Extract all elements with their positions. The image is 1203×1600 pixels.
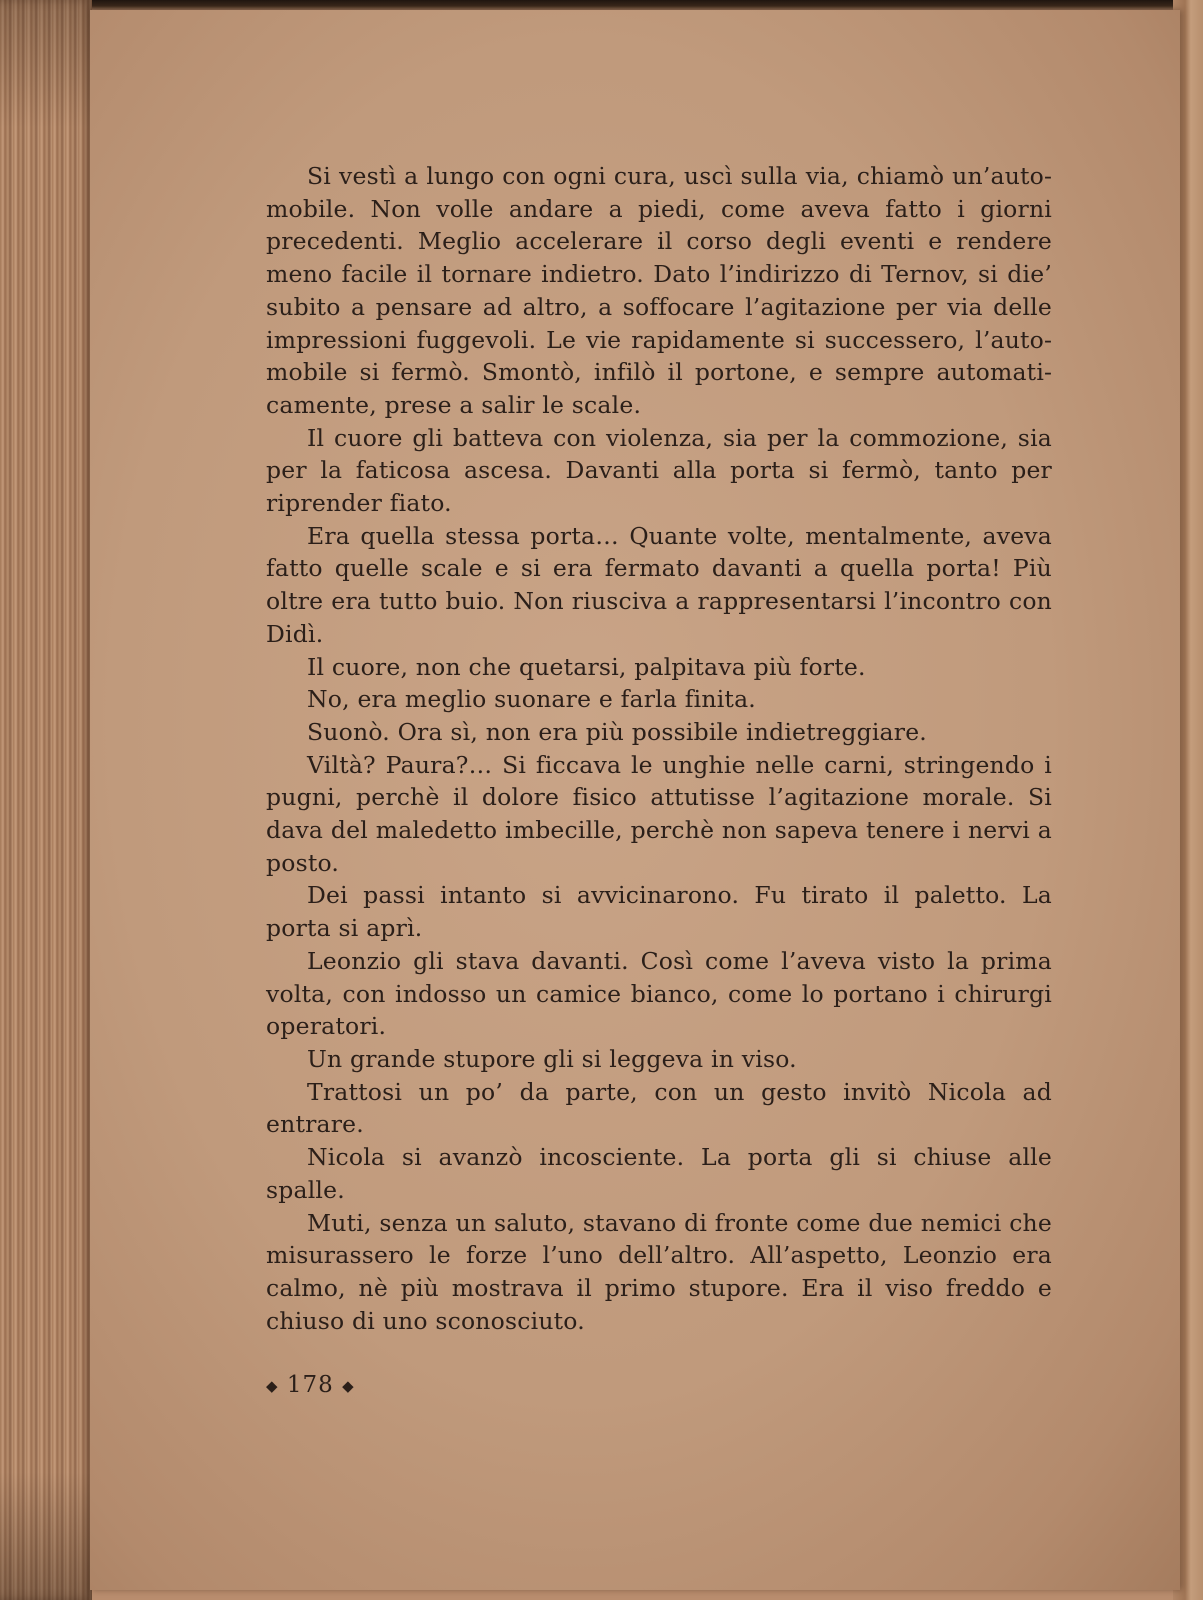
page-number: 178 [286,1372,334,1398]
page-number-footer [266,1372,355,1398]
diamond-ornament-icon: ◆ [266,1377,279,1395]
stacked-page-edges [0,0,92,1600]
paragraph: Il cuore, non che quetarsi, palpitava più forte. [307,652,866,681]
paragraph: Leonzio gli stava davanti. Così come l’aveva visto la prima volta, con indosso un camice bianco, come lo portano i chirurgi operatori. [266,946,1052,1041]
diamond-ornament-icon: ◆ [342,1377,355,1395]
paragraph: No, era meglio suonare e farla finita. [307,685,756,714]
body-text [266,160,1052,1337]
paragraph: Dei passi intanto si avvicinarono. Fu tirato il paletto. La porta si aprì. [266,881,1052,943]
paragraph: Era quella stessa porta… Quante volte, mentalmente, aveva fatto quelle scale e si era fermato davanti a quella porta! Più oltre era tutto buio. Non riusciva a rappresentarsi l’incontro con Didì. [266,521,1052,648]
paragraph: Si vestì a lungo con ogni cura, uscì sulla via, chiamò un’automobile. Non volle andare a piedi, come aveva fatto i giorni precedenti. Meglio accelerare il corso degli eventi e rendere meno facile il tornare indietro. Dato l’indirizzo di Ternov, si die’ subito a pensare ad altro, a soffocare l’agitazione per via delle impressioni fuggevoli. Le vie rapidamente si successero, l’automobile si fermò. Smontò, infilò il portone, e sempre automaticamente, prese a salir le scale. [266,162,1052,419]
paragraph: Un grande stupore gli si leggeva in viso. [307,1044,797,1073]
paragraph: Viltà? Paura?… Si ficcava le unghie nelle carni, stringendo i pugni, perchè il dolore fisico attutisse l’agitazione morale. Si dava del maledetto imbecille, perchè non sapeva tenere i nervi a posto. [266,750,1052,877]
paragraph: Nicola si avanzò incosciente. La porta gli si chiuse alle spalle. [266,1143,1052,1204]
paragraph: Suonò. Ora sì, non era più possibile indietreggiare. [307,717,927,746]
paragraph: Il cuore gli batteva con violenza, sia per la commozione, sia per la faticosa ascesa. Davanti alla porta si fermò, tanto per riprender fiato. [266,423,1052,518]
paragraph: Trattosi un po’ da parte, con un gesto invitò Nicola ad entrare. [266,1077,1052,1139]
paragraph: Muti, senza un saluto, stavano di fronte come due nemici che misurassero le forze l’uno dell’altro. All’aspetto, Leonzio era calmo, nè più mostrava il primo stupore. Era il viso freddo e chiuso di uno sconosciuto. [266,1208,1052,1335]
